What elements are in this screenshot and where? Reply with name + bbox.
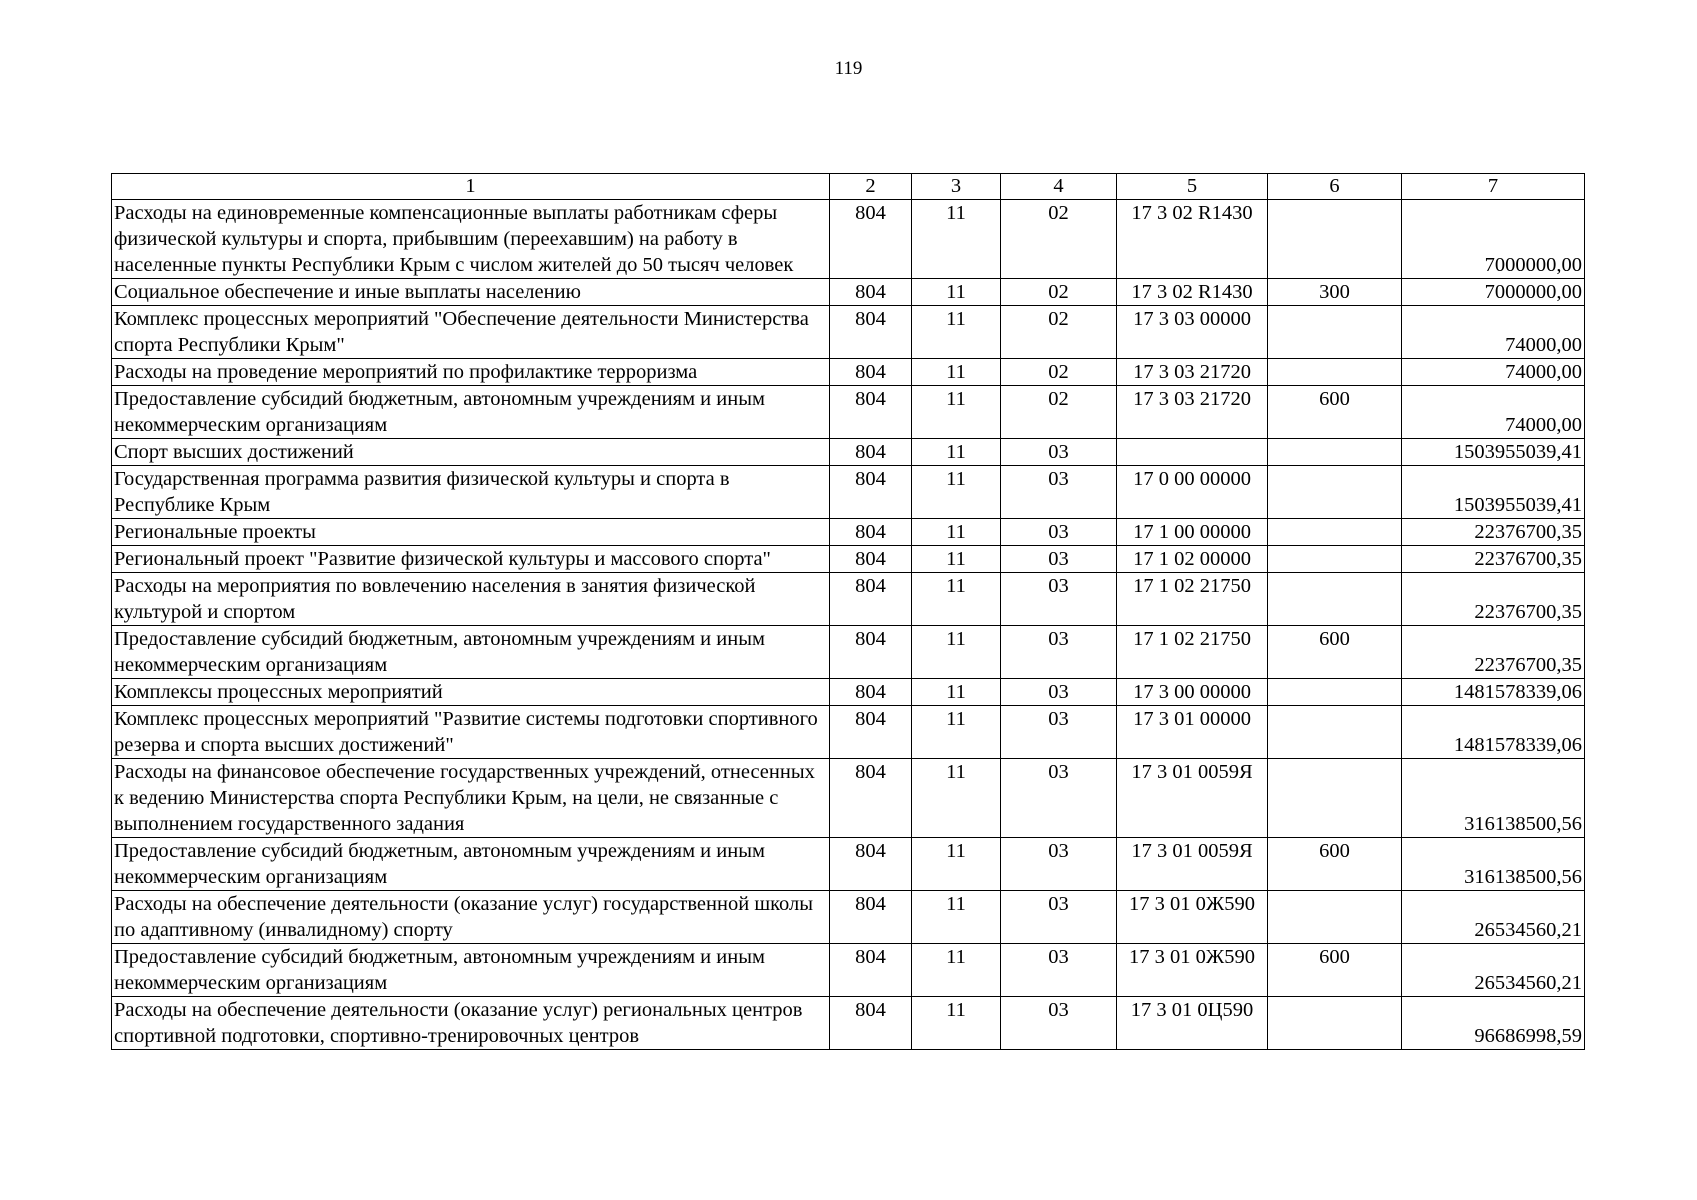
expense-type-cell (1268, 439, 1402, 466)
section-code-cell: 11 (912, 997, 1001, 1050)
table-row (112, 759, 1585, 838)
table-row (112, 359, 1585, 386)
subsection-code-cell: 03 (1001, 546, 1117, 573)
expense-name-cell: Комплекс процессных мероприятий "Обеспечение деятельности Министерства спорта Республики Крым" (112, 306, 830, 359)
target-article-cell: 17 3 01 0Ж590 (1117, 944, 1268, 997)
expense-name-cell: Расходы на обеспечение деятельности (оказание услуг) региональных центров спортивной подготовки, спортивно-тренировочных центров (112, 997, 830, 1050)
amount-cell: 22376700,35 (1402, 626, 1585, 679)
target-article-cell (1117, 439, 1268, 466)
expense-name-cell: Расходы на единовременные компенсационные выплаты работникам сферы физической культуры и спорта, прибывшим (переехавшим) на работу в населенные пункты Республики Крым с числом жителей до 50 тысяч человек (112, 200, 830, 279)
table-row (112, 944, 1585, 997)
expense-name-cell: Расходы на финансовое обеспечение государственных учреждений, отнесенных к ведению Министерства спорта Республики Крым, на цели, не связанные с выполнением государственного задания (112, 759, 830, 838)
expense-type-cell (1268, 466, 1402, 519)
expense-name-cell: Расходы на обеспечение деятельности (оказание услуг) государственной школы по адаптивному (инвалидному) спорту (112, 891, 830, 944)
expense-name-cell: Предоставление субсидий бюджетным, автономным учреждениям и иным некоммерческим организациям (112, 944, 830, 997)
amount-cell: 1503955039,41 (1402, 439, 1585, 466)
amount-cell: 22376700,35 (1402, 573, 1585, 626)
target-article-cell: 17 3 02 R1430 (1117, 279, 1268, 306)
column-header: 3 (912, 174, 1001, 200)
table-row (112, 546, 1585, 573)
ministry-code-cell: 804 (830, 306, 912, 359)
table-row (112, 306, 1585, 359)
expense-name-cell: Предоставление субсидий бюджетным, автономным учреждениям и иным некоммерческим организациям (112, 838, 830, 891)
expense-type-cell (1268, 546, 1402, 573)
subsection-code-cell: 03 (1001, 626, 1117, 679)
amount-cell: 7000000,00 (1402, 279, 1585, 306)
amount-cell: 74000,00 (1402, 306, 1585, 359)
amount-cell: 22376700,35 (1402, 519, 1585, 546)
expense-type-cell: 600 (1268, 386, 1402, 439)
expense-type-cell (1268, 759, 1402, 838)
section-code-cell: 11 (912, 546, 1001, 573)
expense-name-cell: Региональные проекты (112, 519, 830, 546)
subsection-code-cell: 03 (1001, 838, 1117, 891)
ministry-code-cell: 804 (830, 706, 912, 759)
expense-type-cell (1268, 679, 1402, 706)
column-header: 4 (1001, 174, 1117, 200)
ministry-code-cell: 804 (830, 759, 912, 838)
amount-cell: 316138500,56 (1402, 838, 1585, 891)
expense-name-cell: Региональный проект "Развитие физической культуры и массового спорта" (112, 546, 830, 573)
table-row (112, 838, 1585, 891)
expense-name-cell: Предоставление субсидий бюджетным, автономным учреждениям и иным некоммерческим организациям (112, 626, 830, 679)
table-row (112, 386, 1585, 439)
section-code-cell: 11 (912, 306, 1001, 359)
target-article-cell: 17 3 01 0059Я (1117, 759, 1268, 838)
table-row (112, 626, 1585, 679)
section-code-cell: 11 (912, 838, 1001, 891)
amount-cell: 74000,00 (1402, 359, 1585, 386)
ministry-code-cell: 804 (830, 626, 912, 679)
column-header: 6 (1268, 174, 1402, 200)
ministry-code-cell: 804 (830, 838, 912, 891)
subsection-code-cell: 03 (1001, 439, 1117, 466)
table-row (112, 279, 1585, 306)
expense-name-cell: Государственная программа развития физической культуры и спорта в Республике Крым (112, 466, 830, 519)
target-article-cell: 17 1 02 00000 (1117, 546, 1268, 573)
expense-type-cell (1268, 359, 1402, 386)
ministry-code-cell: 804 (830, 679, 912, 706)
section-code-cell: 11 (912, 759, 1001, 838)
expense-name-cell: Расходы на проведение мероприятий по профилактике терроризма (112, 359, 830, 386)
section-code-cell: 11 (912, 466, 1001, 519)
ministry-code-cell: 804 (830, 519, 912, 546)
expense-type-cell (1268, 519, 1402, 546)
target-article-cell: 17 3 01 0Ц590 (1117, 997, 1268, 1050)
expense-name-cell: Социальное обеспечение и иные выплаты населению (112, 279, 830, 306)
ministry-code-cell: 804 (830, 439, 912, 466)
column-header: 1 (112, 174, 830, 200)
column-header: 7 (1402, 174, 1585, 200)
subsection-code-cell: 03 (1001, 891, 1117, 944)
amount-cell: 1481578339,06 (1402, 706, 1585, 759)
subsection-code-cell: 03 (1001, 679, 1117, 706)
amount-cell: 22376700,35 (1402, 546, 1585, 573)
table-row (112, 891, 1585, 944)
amount-cell: 1481578339,06 (1402, 679, 1585, 706)
table-row (112, 200, 1585, 279)
section-code-cell: 11 (912, 359, 1001, 386)
section-code-cell: 11 (912, 626, 1001, 679)
amount-cell: 26534560,21 (1402, 891, 1585, 944)
target-article-cell: 17 3 03 21720 (1117, 386, 1268, 439)
table-row (112, 997, 1585, 1050)
table-row (112, 439, 1585, 466)
target-article-cell: 17 3 01 0059Я (1117, 838, 1268, 891)
target-article-cell: 17 0 00 00000 (1117, 466, 1268, 519)
amount-cell: 316138500,56 (1402, 759, 1585, 838)
ministry-code-cell: 804 (830, 546, 912, 573)
target-article-cell: 17 3 01 00000 (1117, 706, 1268, 759)
ministry-code-cell: 804 (830, 200, 912, 279)
section-code-cell: 11 (912, 573, 1001, 626)
table-row (112, 466, 1585, 519)
section-code-cell: 11 (912, 706, 1001, 759)
expense-type-cell (1268, 706, 1402, 759)
expense-name-cell: Комплекс процессных мероприятий "Развитие системы подготовки спортивного резерва и спорта высших достижений" (112, 706, 830, 759)
subsection-code-cell: 02 (1001, 386, 1117, 439)
amount-cell: 96686998,59 (1402, 997, 1585, 1050)
subsection-code-cell: 03 (1001, 466, 1117, 519)
expense-type-cell: 300 (1268, 279, 1402, 306)
target-article-cell: 17 1 02 21750 (1117, 573, 1268, 626)
subsection-code-cell: 03 (1001, 997, 1117, 1050)
expense-type-cell: 600 (1268, 838, 1402, 891)
ministry-code-cell: 804 (830, 891, 912, 944)
table-row (112, 706, 1585, 759)
ministry-code-cell: 804 (830, 573, 912, 626)
table-header-row (112, 174, 1585, 200)
section-code-cell: 11 (912, 519, 1001, 546)
section-code-cell: 11 (912, 944, 1001, 997)
target-article-cell: 17 3 00 00000 (1117, 679, 1268, 706)
subsection-code-cell: 03 (1001, 519, 1117, 546)
amount-cell: 1503955039,41 (1402, 466, 1585, 519)
target-article-cell: 17 3 01 0Ж590 (1117, 891, 1268, 944)
amount-cell: 7000000,00 (1402, 200, 1585, 279)
target-article-cell: 17 1 00 00000 (1117, 519, 1268, 546)
table-row (112, 519, 1585, 546)
ministry-code-cell: 804 (830, 997, 912, 1050)
subsection-code-cell: 03 (1001, 759, 1117, 838)
expense-type-cell: 600 (1268, 626, 1402, 679)
ministry-code-cell: 804 (830, 944, 912, 997)
section-code-cell: 11 (912, 279, 1001, 306)
ministry-code-cell: 804 (830, 386, 912, 439)
expense-type-cell (1268, 891, 1402, 944)
amount-cell: 74000,00 (1402, 386, 1585, 439)
section-code-cell: 11 (912, 386, 1001, 439)
subsection-code-cell: 02 (1001, 279, 1117, 306)
column-header: 5 (1117, 174, 1268, 200)
expense-name-cell: Предоставление субсидий бюджетным, автономным учреждениям и иным некоммерческим организациям (112, 386, 830, 439)
section-code-cell: 11 (912, 439, 1001, 466)
subsection-code-cell: 03 (1001, 573, 1117, 626)
section-code-cell: 11 (912, 891, 1001, 944)
target-article-cell: 17 1 02 21750 (1117, 626, 1268, 679)
page-number: 119 (834, 58, 863, 79)
ministry-code-cell: 804 (830, 359, 912, 386)
target-article-cell: 17 3 03 00000 (1117, 306, 1268, 359)
expense-type-cell (1268, 573, 1402, 626)
amount-cell: 26534560,21 (1402, 944, 1585, 997)
ministry-code-cell: 804 (830, 466, 912, 519)
column-header: 2 (830, 174, 912, 200)
table-row (112, 573, 1585, 626)
section-code-cell: 11 (912, 200, 1001, 279)
expense-type-cell (1268, 306, 1402, 359)
table-row (112, 679, 1585, 706)
expense-type-cell: 600 (1268, 944, 1402, 997)
budget-table (111, 173, 1585, 1050)
target-article-cell: 17 3 03 21720 (1117, 359, 1268, 386)
subsection-code-cell: 03 (1001, 944, 1117, 997)
subsection-code-cell: 02 (1001, 306, 1117, 359)
ministry-code-cell: 804 (830, 279, 912, 306)
expense-type-cell (1268, 997, 1402, 1050)
expense-name-cell: Комплексы процессных мероприятий (112, 679, 830, 706)
subsection-code-cell: 02 (1001, 359, 1117, 386)
subsection-code-cell: 03 (1001, 706, 1117, 759)
target-article-cell: 17 3 02 R1430 (1117, 200, 1268, 279)
expense-name-cell: Расходы на мероприятия по вовлечению населения в занятия физической культурой и спортом (112, 573, 830, 626)
section-code-cell: 11 (912, 679, 1001, 706)
expense-type-cell (1268, 200, 1402, 279)
expense-name-cell: Спорт высших достижений (112, 439, 830, 466)
subsection-code-cell: 02 (1001, 200, 1117, 279)
